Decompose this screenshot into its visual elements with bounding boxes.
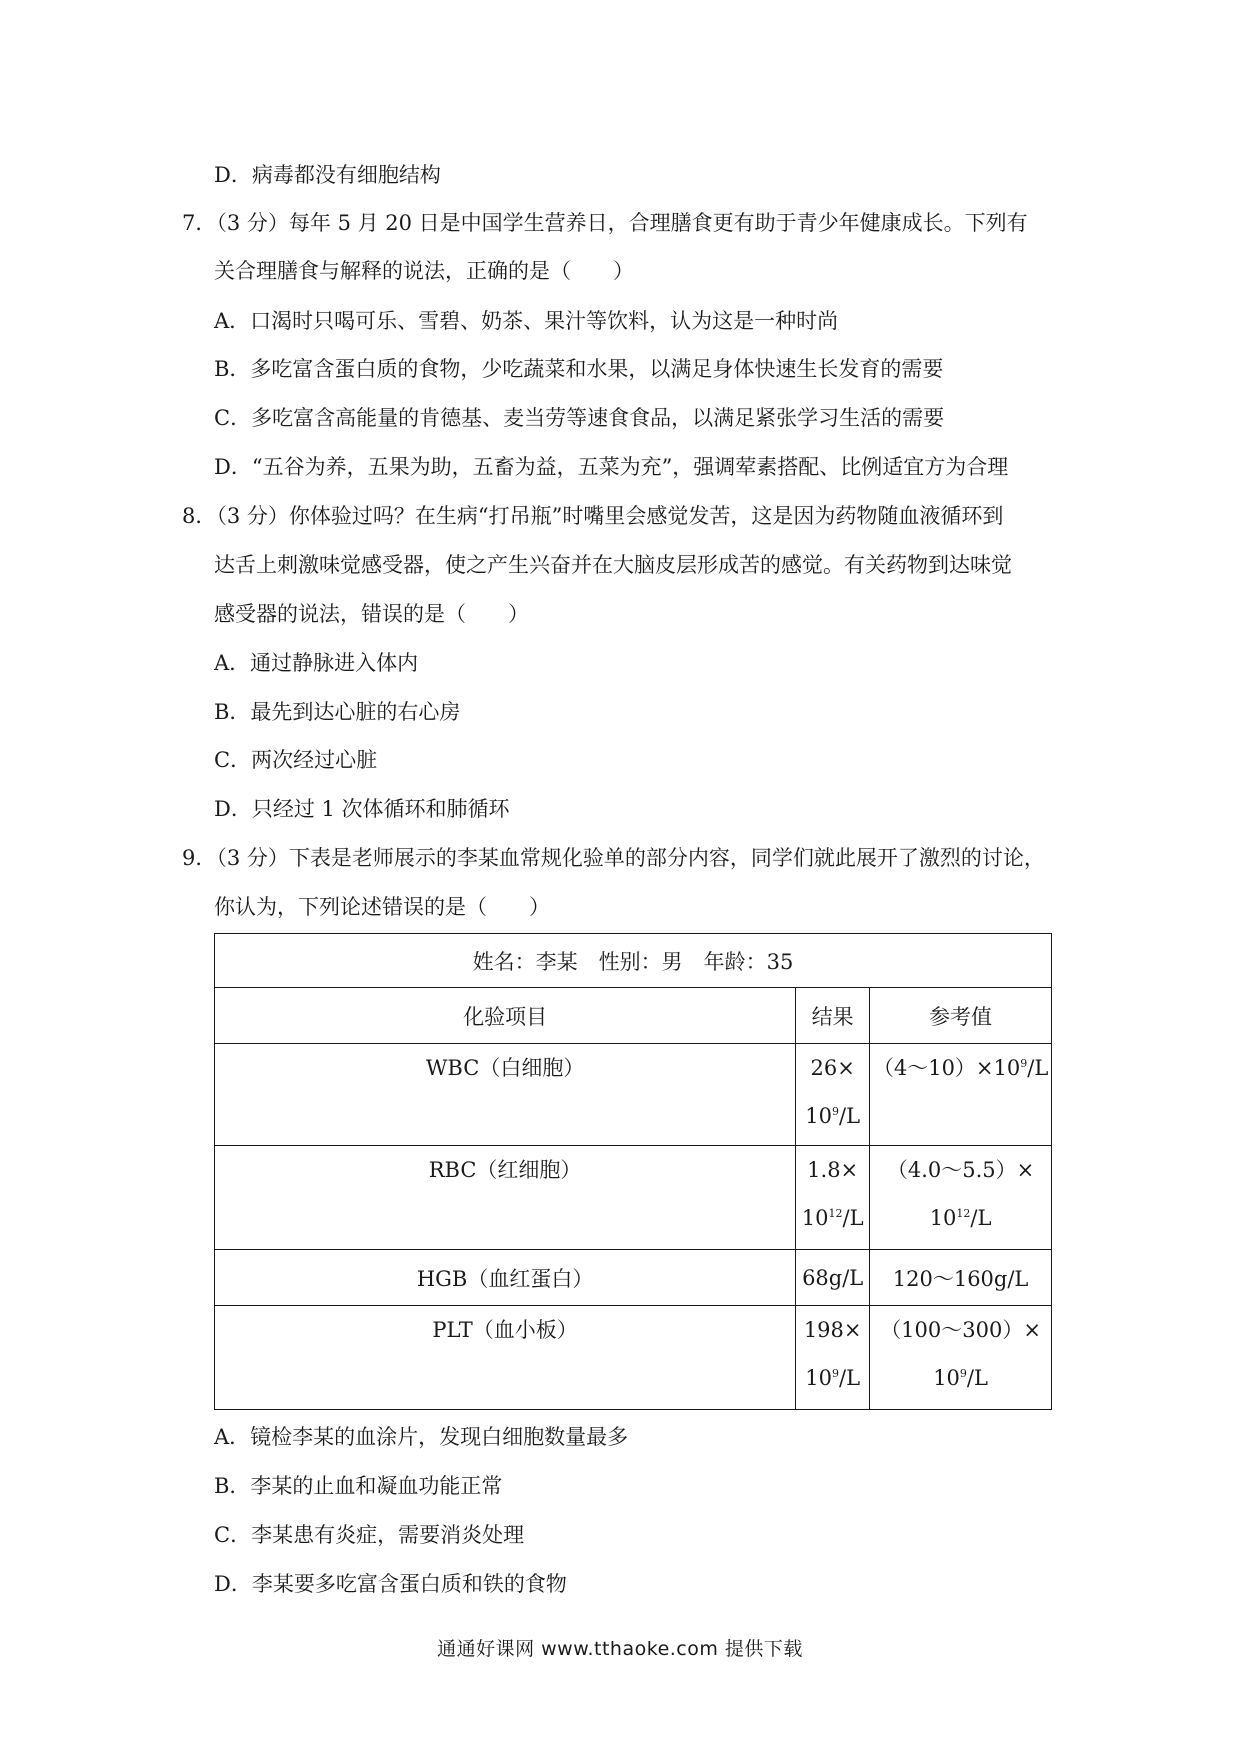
- blood-test-table: [214, 933, 1052, 1410]
- q7-stem-line-2: 关合理膳食与解释的说法，正确的是（ ）: [214, 259, 634, 283]
- reference-cell: $(4\sim 10)\times 10^9/L$: [870, 1044, 1052, 1146]
- item-cell: PLT（血小板）: [215, 1306, 796, 1410]
- column-header-item: 化验项目: [215, 988, 796, 1044]
- q8-option-a: A．通过静脉进入体内: [214, 651, 419, 675]
- item-cell: HGB（血红蛋白）: [215, 1250, 796, 1306]
- result-cell: 68g/L: [796, 1250, 870, 1306]
- item-cell: WBC（白细胞）: [215, 1044, 796, 1146]
- q6-option-d: D．病毒都没有细胞结构: [214, 163, 441, 187]
- column-header-result: 结果: [796, 988, 870, 1044]
- table-row: [215, 1250, 1052, 1306]
- column-header-reference: 参考值: [870, 988, 1052, 1044]
- q8-option-b: B．最先到达心脏的右心房: [214, 700, 461, 724]
- q8-option-d: D．只经过 1 次体循环和肺循环: [214, 797, 510, 821]
- result-cell: 1.8× $10^{12}/L$: [796, 1146, 870, 1250]
- q8-option-c: C．两次经过心脏: [214, 748, 378, 772]
- q9-option-a: A．镜检李某的血涂片，发现白细胞数量最多: [214, 1425, 629, 1449]
- table-row: [215, 1306, 1052, 1410]
- q8-stem-line-2: 达舌上刺激味觉感受器，使之产生兴奋并在大脑皮层形成苦的感觉。有关药物到达味觉: [214, 553, 1012, 577]
- q7-option-a: A．口渴时只喝可乐、雪碧、奶茶、果汁等饮料，认为这是一种时尚: [214, 309, 839, 333]
- result-cell: 26× $10^9/L$: [796, 1044, 870, 1146]
- q7-option-c: C．多吃富含高能量的肯德基、麦当劳等速食食品，以满足紧张学习生活的需要: [214, 406, 945, 430]
- page-footer: 通通好课网 www.tthaoke.com 提供下载: [437, 1638, 803, 1660]
- q7-option-d: D．“五谷为养，五果为助，五畜为益，五菜为充”，强调荤素搭配、比例适宜方为合理: [214, 455, 1009, 479]
- table-row: [215, 1044, 1052, 1146]
- reference-cell: 120～160g/L: [870, 1250, 1052, 1306]
- table-row: [215, 1146, 1052, 1250]
- q8-stem-line-1: 8．（3 分）你体验过吗？在生病“打吊瓶”时嘴里会感觉发苦，这是因为药物随血液循环到: [182, 504, 1004, 528]
- table-header-info: 姓名：李某 性别：男 年龄：35: [215, 934, 1052, 988]
- q7-stem-line-1: 7．（3 分）每年 5 月 20 日是中国学生营养日，合理膳食更有助于青少年健康成长。下列有: [182, 211, 1028, 235]
- q8-stem-line-3: 感受器的说法，错误的是（ ）: [214, 602, 529, 626]
- q9-stem-line-1: 9．（3 分）下表是老师展示的李某血常规化验单的部分内容，同学们就此展开了激烈的讨论，: [182, 846, 1045, 870]
- q7-option-b: B．多吃富含蛋白质的食物，少吃蔬菜和水果，以满足身体快速生长发育的需要: [214, 357, 944, 381]
- result-cell: 198× $10^9/L$: [796, 1306, 870, 1410]
- item-cell: RBC（红细胞）: [215, 1146, 796, 1250]
- q9-option-b: B．李某的止血和凝血功能正常: [214, 1474, 503, 1498]
- q9-option-d: D．李某要多吃富含蛋白质和铁的食物: [214, 1572, 567, 1596]
- q9-option-c: C．李某患有炎症，需要消炎处理: [214, 1523, 525, 1547]
- reference-cell: （4.0～5.5）× $10^{12}/L$: [870, 1146, 1052, 1250]
- q9-stem-line-2: 你认为，下列论述错误的是（ ）: [214, 895, 550, 919]
- reference-cell: （100～300）× $10^9/L$: [870, 1306, 1052, 1410]
